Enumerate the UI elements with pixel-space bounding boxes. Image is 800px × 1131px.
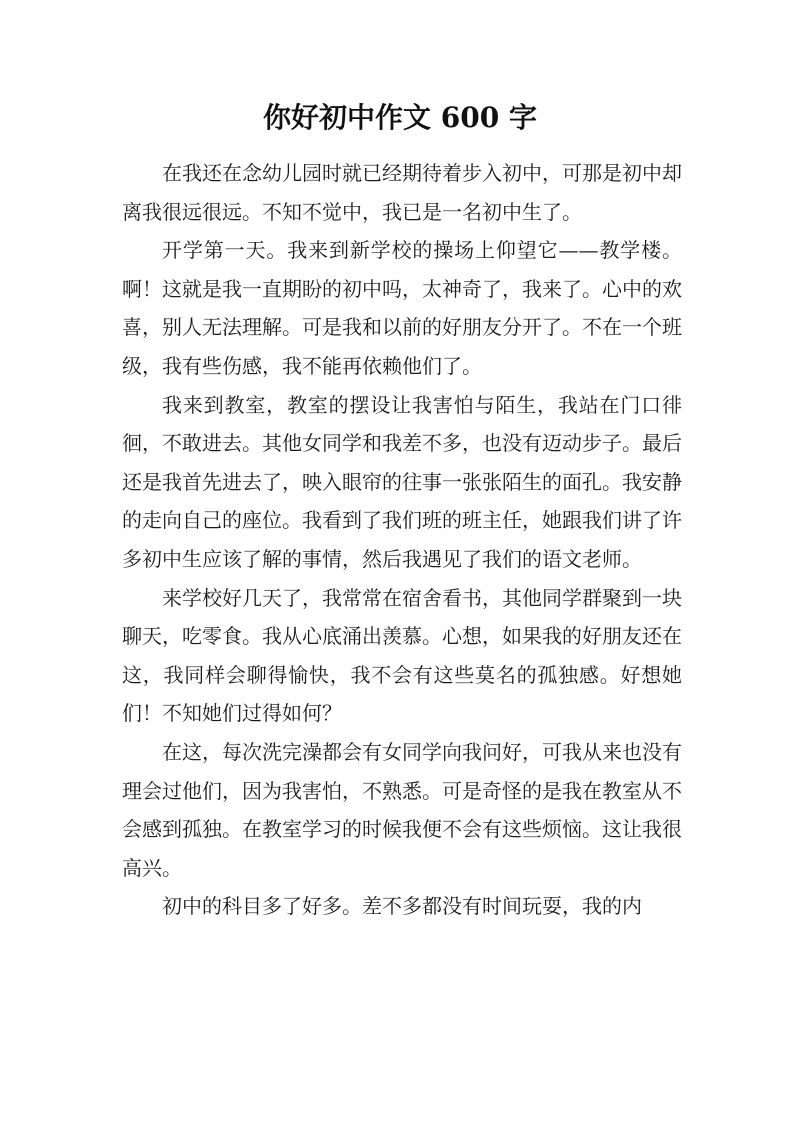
paragraph: 开学第一天。我来到新学校的操场上仰望它——教学楼。啊！这就是我一直期盼的初中吗，太神奇了，我来了。心中的欢喜，别人无法理解。可是我和以前的好朋友分开了。不在一个班级，我有些伤感，我不能再依赖他们了。 bbox=[122, 238, 682, 378]
paragraph: 在我还在念幼儿园时就已经期待着步入初中，可那是初中却离我很远很远。不知不觉中，我已是一名初中生了。 bbox=[122, 161, 682, 224]
document-title: 你好初中作文 600 字 bbox=[263, 101, 537, 134]
paragraph: 我来到教室，教室的摆设让我害怕与陌生，我站在门口徘徊，不敢进去。其他女同学和我差不多，也没有迈动步子。最后还是我首先进去了，映入眼帘的往事一张张陌生的面孔。我安静的走向自己的座位。我看到了我们班的班主任，她跟我们讲了许多初中生应该了解的事情，然后我遇见了我们的语文老师。 bbox=[122, 392, 682, 571]
paragraph: 来学校好几天了，我常常在宿舍看书，其他同学群聚到一块聊天，吃零食。我从心底涌出羡慕。心想，如果我的好朋友还在这，我同样会聊得愉快，我不会有这些莫名的孤独感。好想她们！不知她们过得如何？ bbox=[122, 585, 682, 726]
paragraph: 在这，每次洗完澡都会有女同学向我问好，可我从来也没有理会过他们，因为我害怕，不熟悉。可是奇怪的是我在教室从不会感到孤独。在教室学习的时候我便不会有这些烦恼。这让我很高兴。 bbox=[122, 739, 682, 880]
paragraph: 初中的科目多了好多。差不多都没有时间玩耍，我的内 bbox=[162, 894, 642, 919]
document-body bbox=[122, 154, 682, 926]
